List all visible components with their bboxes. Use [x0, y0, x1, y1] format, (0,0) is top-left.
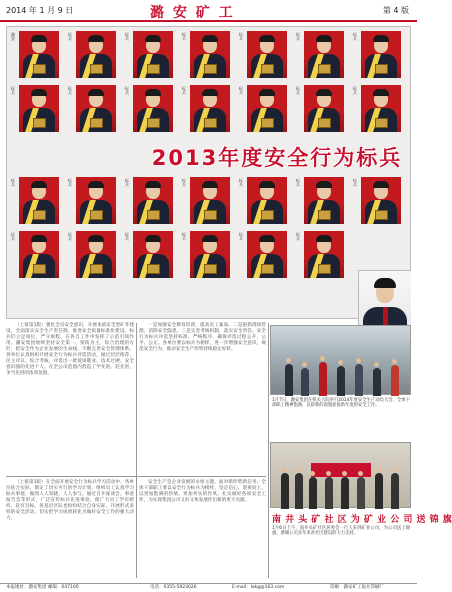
honoree-caption: 标兵	[125, 178, 129, 188]
article-left-bottom	[6, 480, 134, 578]
honoree-photo	[190, 31, 230, 78]
honoree-caption: 标兵	[296, 32, 300, 42]
news-photo-conference	[270, 325, 411, 395]
honoree-photo	[361, 31, 401, 78]
honoree-caption: 标兵	[239, 178, 243, 188]
article-left-top	[6, 323, 134, 473]
column-divider	[136, 323, 137, 578]
honoree-caption: 标兵	[68, 178, 72, 188]
article-left-top-body: （上接第1版）强化全员安全意识，开展本质安全型矿井建设，全面落实安全生产责任制，推进安全质量标准化建设。标兵们立足岗位、严守规程，在各自工作中发挥了示范引领作用。潞安集团始终坚持安全第一、预防为主、综合治理的方针，把安全作为企业发展的生命线，不断完善安全管理体系。各单位认真组织开展安全行为标兵评选活动，通过层层推荐、民主评议、综合考核，评选出一批爱岗敬业、技术过硬、安全意识强的先进个人，在全公司范围内营造了学先进、赶先进、争当先进的浓厚氛围。	[6, 323, 134, 376]
honoree-photo	[133, 31, 173, 78]
honoree-caption: 标兵	[239, 32, 243, 42]
honoree-photo	[304, 85, 344, 132]
honoree-caption: 标兵	[296, 86, 300, 96]
article-middle-bottom-body: 安全生产是企业发展的永恒主题。面对新形势新任务，全体干部职工要以安全行为标兵为榜样，坚定信心、迎难而上，以更加饱满的热情、更加务实的作风，扎实做好各项安全工作，为实现集团公司又好又快发展作出新的更大贡献。	[139, 480, 266, 503]
article-middle-top	[139, 323, 266, 473]
honoree-caption: 标兵	[68, 232, 72, 242]
honoree-photo	[361, 85, 401, 132]
feature-banner-text: 2013年度安全行为标兵	[151, 146, 403, 170]
footer-printer: 印刷：潞安矿工报社印刷厂	[330, 585, 384, 590]
footer	[0, 583, 417, 592]
honoree-photo	[247, 31, 287, 78]
honoree-photo	[76, 231, 116, 278]
honoree-caption: 标兵	[296, 232, 300, 242]
honoree-caption: 标兵	[11, 178, 15, 188]
honoree-caption: 标兵	[353, 86, 357, 96]
honoree-photo	[76, 31, 116, 78]
honoree-caption: 标兵	[125, 32, 129, 42]
feature-banner	[142, 139, 412, 175]
issue-date: 2014 年 1 月 9 日	[6, 6, 74, 15]
feature-photo-block	[6, 26, 411, 319]
honoree-caption: 标兵	[182, 86, 186, 96]
headline-banner-presentation: 南 井 头 矿 社 区 为 矿 业 公 司 送 锦 旗	[272, 515, 452, 525]
honoree-caption: 标兵	[353, 178, 357, 188]
newspaper-title: 潞 安 矿 工	[150, 5, 235, 21]
honoree-caption: 标兵	[68, 86, 72, 96]
article-middle-top-body: 一是加强安全教育培训，提高员工素质。二是狠抓现场管理，消除安全隐患。三是完善考核机制，落实安全责任。安全行为标兵评选坚持标准、严格程序，确保评选过程公开、公平、公正。各单位要以标兵为榜样，进一步增强安全意识，规范安全行为，推动安全生产形势持续稳定好转。	[139, 323, 266, 352]
honoree-photo	[19, 31, 59, 78]
honoree-caption: 标兵	[125, 86, 129, 96]
honoree-photo	[304, 177, 344, 224]
footer-email: E-mail：lakg@163.com	[232, 585, 285, 590]
honoree-photo	[133, 85, 173, 132]
honoree-photo	[19, 85, 59, 132]
honoree-caption: 标兵	[182, 232, 186, 242]
honoree-photo	[133, 231, 173, 278]
column-divider	[268, 323, 269, 578]
honoree-photo	[361, 177, 401, 224]
honoree-caption: 标兵	[125, 232, 129, 242]
honoree-caption: 标兵	[296, 178, 300, 188]
honoree-photo	[190, 85, 230, 132]
honoree-caption: 标兵	[182, 178, 186, 188]
honoree-caption: 潞安	[11, 32, 15, 42]
honoree-photo	[19, 231, 59, 278]
honoree-caption: 标兵	[182, 32, 186, 42]
honoree-photo	[133, 177, 173, 224]
honoree-photo	[304, 31, 344, 78]
photo2-caption: 1月6日上午，南井头矿社区居委会一行人来到矿业公司，为公司送上锦旗，感谢公司多年来对社区建设的大力支持。	[272, 526, 410, 537]
honoree-photo	[76, 177, 116, 224]
honoree-photo	[190, 231, 230, 278]
honoree-photo	[247, 85, 287, 132]
honoree-caption: 标兵	[68, 32, 72, 42]
honoree-caption: 标兵	[353, 32, 357, 42]
honoree-photo	[190, 177, 230, 224]
honoree-photo	[19, 177, 59, 224]
masthead	[0, 0, 417, 22]
article-left-bottom-body: （上接第1版）在全面开展安全行为标兵学习活动中，各单位结合实际，制定了切实可行的学习计划，组织员工认真学习标兵事迹，做到人人知晓、人人参与。通过召开座谈会、事迹报告会等形式，广泛宣传标兵先进事迹，使广大员工学有榜样、赶有目标。各基层区队也纷纷结合自身实际，开展形式多样的安全活动，切实把学习成果转化为做好安全工作的强大动力。	[6, 480, 134, 521]
article-middle-bottom	[139, 480, 266, 578]
news-photo-banner-presentation	[270, 442, 411, 508]
footer-phone: 电话：0355-5923026	[150, 585, 197, 590]
honoree-photo	[304, 231, 344, 278]
honoree-photo	[247, 231, 287, 278]
honoree-caption: 标兵	[11, 86, 15, 96]
photo1-caption: 1月7日，潞安集团在机关大院举行2014年度安全生产动员大会，全体干部职工精神饱满，以崭新的面貌迎接新年度的安全工作。	[272, 398, 410, 409]
honoree-photo	[76, 85, 116, 132]
section-divider	[6, 476, 266, 477]
honoree-photo	[247, 177, 287, 224]
honoree-caption: 标兵	[239, 86, 243, 96]
honoree-caption: 标兵	[239, 232, 243, 242]
footer-publisher: 本报地址：潞安集团 邮编：047100	[6, 585, 79, 590]
honoree-caption: 标兵	[11, 232, 15, 242]
page-number: 第 4 版	[382, 6, 409, 15]
